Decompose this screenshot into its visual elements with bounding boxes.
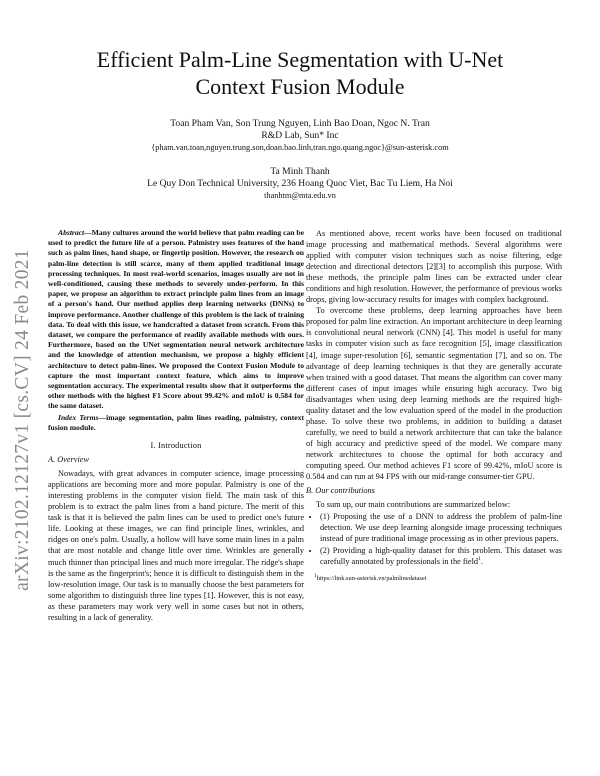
footnote	[306, 573, 562, 584]
footnote-link[interactable]: https://link.sun-asterisk.vn/palmlinedataset	[316, 575, 427, 583]
arxiv-stamp: arXiv:2102.12127v1 [cs.CV] 24 Feb 2021	[12, 249, 34, 591]
subsection-heading-contributions: B. Our contributions	[306, 486, 375, 496]
author-names: Toan Pham Van, Son Trung Nguyen, Linh Bao Doan, Ngoc N. Tran	[170, 118, 430, 129]
author-affiliation: R&D Lab, Sun* Inc	[261, 130, 339, 141]
footnote-marker: 1	[478, 556, 481, 563]
section-heading-introduction: I. Introduction	[150, 441, 202, 451]
subsection-heading-overview: A. Overview	[48, 455, 90, 465]
title-line-1: Efficient Palm-Line Segmentation with U-Net	[96, 47, 504, 72]
overview-paragraph: Nowadays, with great advances in computer science, image processing applications are becoming more and more popular. Palmistry is one of the interesting problems in the computer vision field. The main task of this problem is to extract the palm lines from a hand picture. The merit of this task is that it is believed the palm lines can be used to predict one's future life. Looking at these images, we can find principle lines, wrinkles, and ridges on one's palm. Usually, a hollow will have some main lines in a palm that are most notable and change little over time. Wrinkles are generally much thinner than principal lines and much more irregular. The ridge's shape is the same as the fingerprint's; hence it is difficult to distinguish them in the low-resolution image. Our task is to manually choose the best parameters for some algorithm to distinguish three line types [1]. However, this is not easy, as these parameters may work very well in some cases but not in others, resulting in a lack of generality.	[48, 469, 304, 622]
index-terms-text: —image segmentation, palm lines reading, palmistry, context fusion module.	[48, 412, 305, 432]
contributions-intro: To sum up, our main contributions are summarized below:	[316, 500, 511, 510]
contributions-list	[306, 511, 562, 567]
contribution-item-2	[320, 545, 562, 567]
title-line-2: Context Fusion Module	[195, 74, 405, 99]
left-column	[48, 228, 304, 623]
paper-title	[40, 46, 560, 100]
author-block-2	[40, 166, 560, 202]
author-name: Ta Minh Thanh	[270, 166, 330, 177]
right-column	[306, 228, 562, 584]
footnote-number: 1	[314, 573, 317, 580]
contribution-item-2-period: .	[480, 557, 483, 567]
abstract-label: Abstract	[58, 228, 85, 237]
author-email: thanhtm@mta.edu.vn	[264, 191, 336, 200]
index-terms-label: Index Terms	[58, 412, 99, 422]
contribution-item-2-text: (2) Providing a high-quality dataset for this problem. This dataset was carefully annotated by professionals in the field	[320, 546, 562, 567]
author-emails: {pham.van.toan,nguyen.trung.son,doan.bao.linh,tran.ngo.quang.ngoc}@sun-asterisk.com	[151, 143, 449, 152]
contribution-item-1: • (1) Proposing the use of a DNN to address the problem of palm-line detection. We use deep learning alongside image processing techniques instead of pure traditional image processing as in other previous papers.	[320, 511, 562, 544]
intro-paragraph-2: To overcome these problems, deep learning approaches have been proposed for palm line extraction. An important architecture in deep learning is convolutional neural network (CNN) [4]. This model is useful for many tasks in computer vision such as face recognition [5], image classification [4], image super-resolution [6], semantic segmentation [7], and so on. The advantage of deep learning techniques is that they are generally accurate when trained with a good dataset. That means the algorithm can cover many different cases of input images while ensuring high accuracy. Two big disadvantages when using deep learning methods are the required high-quality dataset and the low evaluation speed of the model in the production phase. To solve these two problems, in addition to building a dataset carefully, we need to build a network architecture that can take the balance of high accuracy and predictive speed of the model. We compare many network architectures to choose the optimal for both accuracy and computing speed. Our method achieves F1 score of 99.42%, mIoU score is 0.584 and can run at 94 FPS with our mid-range consumer-tier GPU.	[306, 306, 562, 482]
abstract-text: —Many cultures around the world believe that palm reading can be used to predict the future life of a person. Palmistry uses features of the hand such as palm lines, hand shape, or fingertip position. However, the research on palm-line detection is still scarce, many of them applied traditional image processing techniques. In most real-world scenarios, images usually are not in well-conditioned, causing these methods to severely under-perform. In this paper, we propose an algorithm to extract principle palm lines from an image of a person's hand. Our method applies deep learning networks (DNNs) to improve performance. Another challenge of this problem is the lack of training data. To deal with this issue, we handcrafted a dataset from scratch. From this dataset, we compare the performance of readily available methods with ours. Furthermore, based on the UNet segmentation neural network architecture and the knowledge of attention mechanism, we propose a highly efficient architecture to detect palm-lines. We proposed the Context Fusion Module to capture the most important context feature, which aims to improve segmentation accuracy. The experimental results show that it outperforms the other methods with the highest F1 Score about 99.42% and mIoU is 0.584 for the same dataset.	[48, 228, 304, 411]
intro-paragraph-1: As mentioned above, recent works have been focused on traditional image processing and mathematical methods. Several algorithms were applied with computer vision techniques such as noise filtering, edge detection and directional detectors [2][3] to accomplish this purpose. With these methods, the principle palm lines can be extracted under clear conditions and high resolution. However, the performance of previous works drops, giving low-accuracy results for images with complex background.	[306, 229, 562, 305]
author-affiliation: Le Quy Don Technical University, 236 Hoang Quoc Viet, Bac Tu Liem, Ha Noi	[147, 178, 453, 189]
abstract	[48, 228, 304, 433]
author-block-1	[40, 118, 560, 154]
